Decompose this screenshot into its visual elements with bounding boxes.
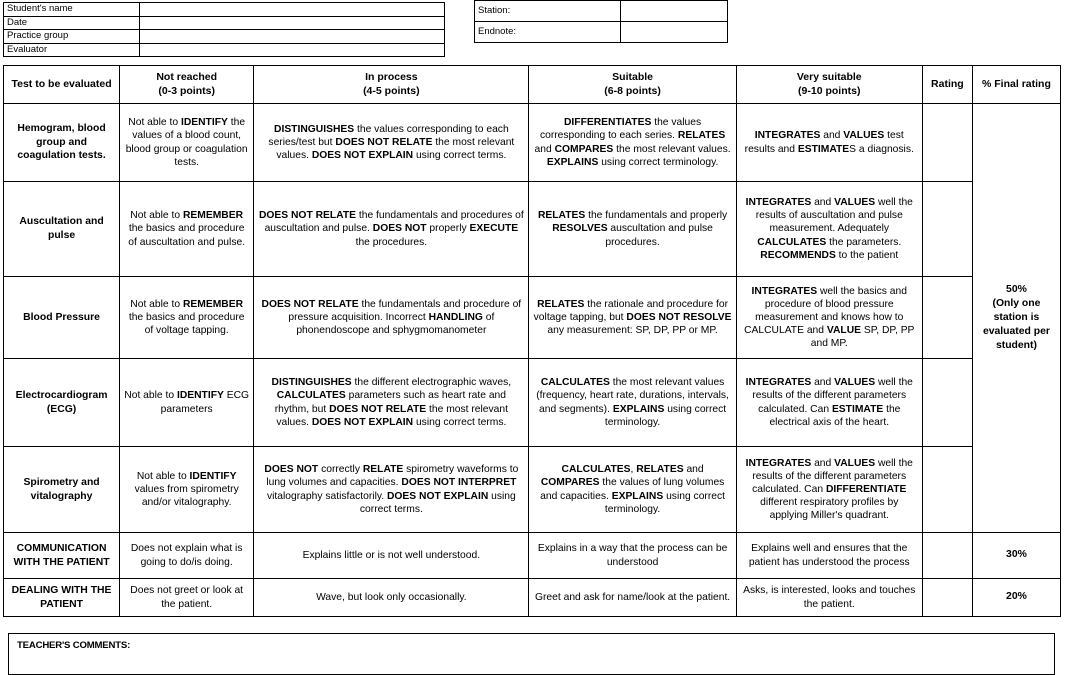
header-in-process: [254, 66, 529, 104]
cell-not-reached: Not able to IDENTIFY ECG parameters: [120, 359, 254, 447]
cell-suitable: Explains in a way that the process can be understood: [529, 533, 736, 579]
table-row: [4, 104, 1061, 182]
final-rating-dealing: 20%: [972, 579, 1060, 617]
date-label: Date: [4, 16, 140, 30]
table-row: [475, 1, 728, 22]
criterion-ecg: Electrocardiogram (ECG): [4, 359, 120, 447]
cell-suitable: RELATES the fundamentals and properly RESOLVES auscultation and pulse procedures.: [529, 182, 736, 277]
table-row: [4, 533, 1061, 579]
final-rating-communication: 30%: [972, 533, 1060, 579]
practice-group-field[interactable]: [140, 30, 445, 44]
cell-suitable: Greet and ask for name/look at the patient.: [529, 579, 736, 617]
criterion-communication: COMMUNICATION WITH THE PATIENT: [4, 533, 120, 579]
cell-in-process: Explains little or is not well understood.: [254, 533, 529, 579]
cell-very-suitable: INTEGRATES and VALUES well the results of auscultation and pulse measurement. Adequately CALCULATES the parameters. RECOMMENDS to the patient: [736, 182, 922, 277]
student-name-field[interactable]: [140, 3, 445, 17]
table-row: [4, 447, 1061, 533]
date-field[interactable]: [140, 16, 445, 30]
station-label: Station:: [475, 1, 621, 22]
endnote-field[interactable]: [621, 22, 728, 43]
header-line1: Rating: [931, 77, 964, 90]
table-row: [4, 359, 1061, 447]
table-row: [4, 30, 445, 44]
cell-in-process: DOES NOT RELATE the fundamentals and procedure of pressure acquisition. Incorrect HANDLING of phonendoscope and sphygmomanometer: [254, 277, 529, 359]
evaluator-field[interactable]: [140, 43, 445, 57]
table-row: [4, 579, 1061, 617]
cell-in-process: DOES NOT RELATE the fundamentals and procedures of auscultation and pulse. DOES NOT properly EXECUTE the procedures.: [254, 182, 529, 277]
cell-in-process: DISTINGUISHES the values corresponding to each series/test but DOES NOT RELATE the most relevant values. DOES NOT EXPLAIN using correct terms.: [254, 104, 529, 182]
cell-in-process: DISTINGUISHES the different electrographic waves, CALCULATES parameters such as heart rate and rhythm, but DOES NOT RELATE the most relevant values. DOES NOT EXPLAIN using correct terms.: [254, 359, 529, 447]
rubric-header-row: [4, 66, 1061, 104]
rating-input-blood-pressure[interactable]: [922, 277, 972, 359]
final-rating-tests-merged: 50% (Only one station is evaluated per student): [972, 104, 1060, 533]
header-line1: Test to be evaluated: [11, 77, 112, 90]
cell-not-reached: Not able to IDENTIFY values from spirometry and/or vitalography.: [120, 447, 254, 533]
header-rating: [922, 66, 972, 104]
teachers-comments-box[interactable]: [8, 633, 1055, 675]
header-line1: Not reached: [156, 71, 218, 84]
criterion-auscultation: Auscultation and pulse: [4, 182, 120, 277]
identity-header: [0, 0, 1065, 58]
criterion-dealing-with-patient: DEALING WITH THE PATIENT: [4, 579, 120, 617]
rating-input-auscultation[interactable]: [922, 182, 972, 277]
station-field[interactable]: [621, 1, 728, 22]
table-row: [4, 3, 445, 17]
cell-very-suitable: INTEGRATES and VALUES well the results of the different parameters calculated. Can ESTIMATE the electrical axis of the heart.: [736, 359, 922, 447]
criterion-hemogram: Hemogram, blood group and coagulation tests.: [4, 104, 120, 182]
header-line2: (4-5 points): [363, 84, 420, 97]
header-line1: Very suitable: [796, 71, 862, 84]
header-line2: (6-8 points): [604, 84, 661, 97]
table-row: [4, 16, 445, 30]
table-row: [4, 43, 445, 57]
rating-input-dealing[interactable]: [922, 579, 972, 617]
header-line1: Suitable: [612, 71, 653, 84]
table-row: [475, 22, 728, 43]
cell-very-suitable: INTEGRATES well the basics and procedure of blood pressure measurement and knows how to CALCULATE and VALUE SP, DP, PP and MP.: [736, 277, 922, 359]
header-line1: % Final rating: [982, 77, 1051, 90]
cell-very-suitable: Explains well and ensures that the patient has understood the process: [736, 533, 922, 579]
student-info-table: [3, 2, 445, 57]
cell-not-reached: Does not explain what is going to do/is doing.: [120, 533, 254, 579]
rating-input-hemogram[interactable]: [922, 104, 972, 182]
header-not-reached: [120, 66, 254, 104]
header-line1: In process: [365, 71, 418, 84]
evaluator-label: Evaluator: [4, 43, 140, 57]
criterion-blood-pressure: Blood Pressure: [4, 277, 120, 359]
cell-not-reached: Not able to REMEMBER the basics and procedure of auscultation and pulse.: [120, 182, 254, 277]
rating-input-spirometry[interactable]: [922, 447, 972, 533]
table-row: [4, 182, 1061, 277]
cell-very-suitable: Asks, is interested, looks and touches the patient.: [736, 579, 922, 617]
practice-group-label: Practice group: [4, 30, 140, 44]
cell-not-reached: Does not greet or look at the patient.: [120, 579, 254, 617]
header-line2: (9-10 points): [798, 84, 861, 97]
teachers-comments-label: TEACHER'S COMMENTS:: [17, 640, 131, 651]
cell-suitable: CALCULATES, RELATES and COMPARES the values of lung volumes and capacities. EXPLAINS using correct terminology.: [529, 447, 736, 533]
cell-suitable: CALCULATES the most relevant values (frequency, heart rate, durations, intervals, and segments). EXPLAINS using correct terminology.: [529, 359, 736, 447]
header-line2: (0-3 points): [158, 84, 215, 97]
header-test-to-be-evaluated: [4, 66, 120, 104]
cell-suitable: RELATES the rationale and procedure for voltage tapping, but DOES NOT RESOLVE any measurement: SP, DP, PP or MP.: [529, 277, 736, 359]
table-row: [4, 277, 1061, 359]
cell-suitable: DIFFERENTIATES the values corresponding to each series. RELATES and COMPARES the most relevant values. EXPLAINS using correct terminology.: [529, 104, 736, 182]
student-name-label: Student's name: [4, 3, 140, 17]
header-suitable: [529, 66, 736, 104]
station-info-table: [474, 0, 728, 43]
cell-not-reached: Not able to REMEMBER the basics and procedure of voltage tapping.: [120, 277, 254, 359]
cell-in-process: Wave, but look only occasionally.: [254, 579, 529, 617]
header-final-rating: [972, 66, 1060, 104]
header-very-suitable: [736, 66, 922, 104]
cell-very-suitable: INTEGRATES and VALUES well the results of the different parameters calculated. Can DIFFERENTIATE different respiratory profiles by applying Miller's quadrant.: [736, 447, 922, 533]
endnote-label: Endnote:: [475, 22, 621, 43]
cell-not-reached: Not able to IDENTIFY the values of a blood count, blood group or coagulation tests.: [120, 104, 254, 182]
rubric-table-container: [3, 65, 1061, 617]
rubric-table: [3, 65, 1061, 617]
cell-very-suitable: INTEGRATES and VALUES test results and ESTIMATES a diagnosis.: [736, 104, 922, 182]
criterion-spirometry: Spirometry and vitalography: [4, 447, 120, 533]
cell-in-process: DOES NOT correctly RELATE spirometry waveforms to lung volumes and capacities. DOES NOT INTERPRET vitalography satisfactorily. DOES NOT EXPLAIN using correct terms.: [254, 447, 529, 533]
rating-input-communication[interactable]: [922, 533, 972, 579]
rating-input-ecg[interactable]: [922, 359, 972, 447]
